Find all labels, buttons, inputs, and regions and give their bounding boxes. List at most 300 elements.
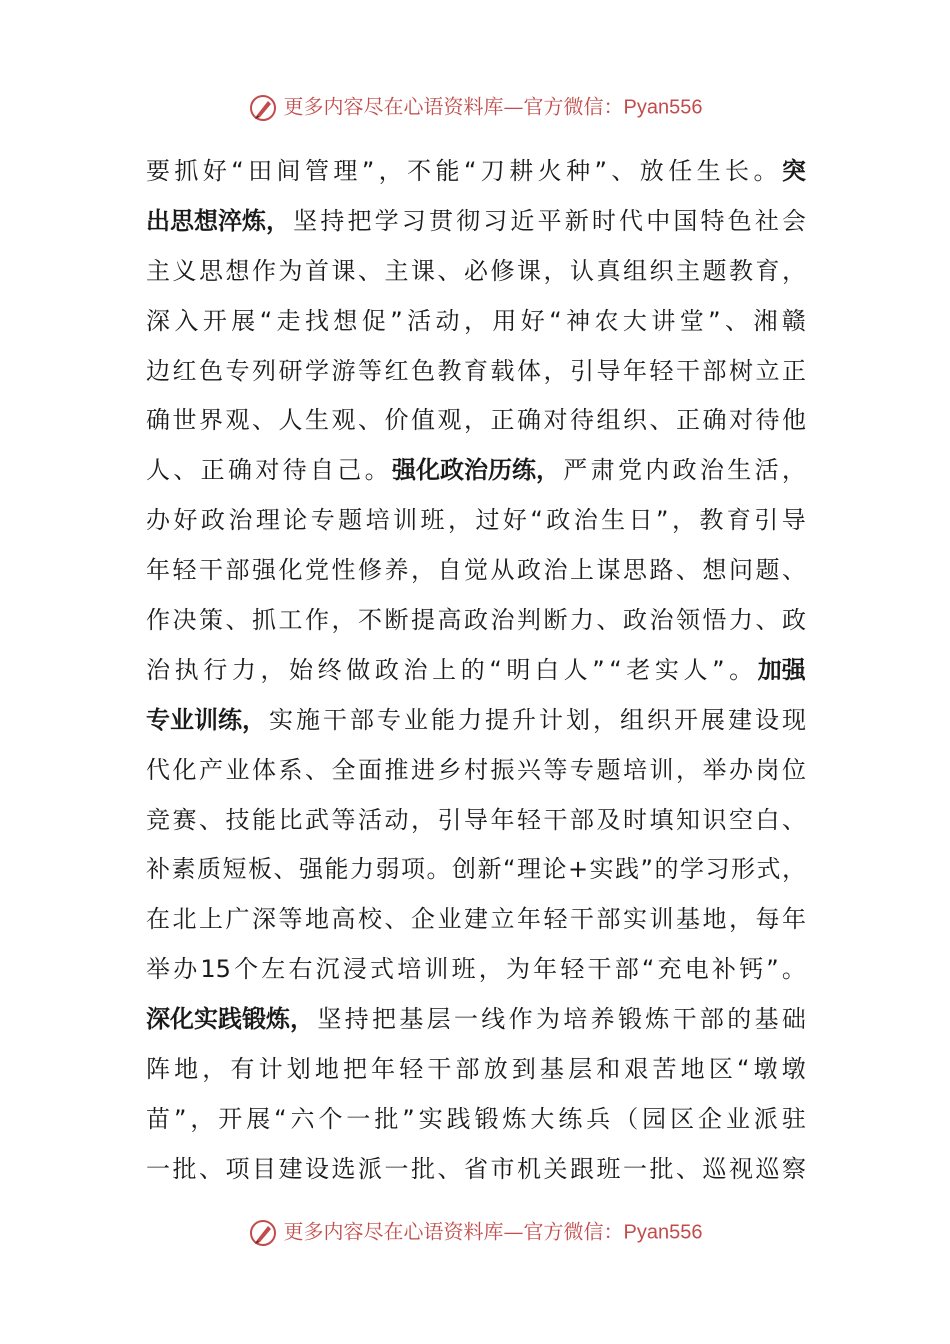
text-line <box>146 895 806 945</box>
text-glyph: ” <box>361 157 375 185</box>
text-glyph: 开 <box>202 306 227 335</box>
text-glyph: 年 <box>517 905 541 934</box>
text-glyph: 谋 <box>596 556 621 585</box>
text-glyph: 升 <box>512 705 536 734</box>
text-glyph: 把 <box>342 1055 367 1084</box>
text-glyph: 导 <box>781 506 806 535</box>
text-glyph: 兴 <box>517 755 541 784</box>
text-glyph: 活 <box>407 306 432 335</box>
text-glyph: 基 <box>539 1055 564 1084</box>
text-glyph: 练 <box>558 1104 583 1133</box>
text-glyph: 批 <box>649 1154 674 1183</box>
text-glyph: 业 <box>225 755 250 784</box>
text-glyph: ， <box>671 506 696 535</box>
text-glyph: 好 <box>520 306 545 335</box>
bold-heading: 强化政治历练， <box>391 456 560 485</box>
text-glyph: 炼 <box>502 1104 527 1133</box>
text-glyph: （ <box>614 1104 639 1133</box>
text-glyph: 面 <box>358 755 382 784</box>
text-glyph: 过 <box>475 506 500 535</box>
text-glyph: 乡 <box>437 755 462 784</box>
text-glyph: “ <box>489 655 502 684</box>
text-glyph: 赛 <box>172 805 197 834</box>
text-line <box>146 596 806 646</box>
text-glyph: 位 <box>782 755 806 784</box>
text-glyph: 批 <box>374 1104 399 1133</box>
text-glyph: 正 <box>200 456 225 485</box>
text-glyph: 。 <box>364 456 389 485</box>
text-glyph: 抓 <box>174 157 199 185</box>
text-glyph: 目 <box>252 1154 276 1183</box>
text-glyph: 断 <box>543 606 568 635</box>
text-glyph: 育 <box>755 256 780 285</box>
text-glyph: 干 <box>587 955 612 984</box>
text-glyph: 管 <box>304 157 329 185</box>
text-glyph: “ <box>463 157 477 185</box>
text-glyph: 严 <box>563 456 588 485</box>
bold-heading: 加强 <box>757 655 806 684</box>
text-glyph: 驻 <box>781 1104 806 1133</box>
text-glyph: 红 <box>172 356 197 385</box>
text-glyph: 老 <box>626 655 651 684</box>
text-glyph: 班 <box>596 1154 621 1183</box>
text-glyph: “ <box>736 1055 750 1084</box>
text-glyph: 年 <box>490 805 515 834</box>
text-glyph: 修 <box>358 556 382 585</box>
text-glyph: 体 <box>517 356 541 385</box>
text-glyph: 国 <box>673 206 698 235</box>
text-glyph: 新 <box>477 855 502 884</box>
text-line <box>146 197 806 247</box>
text-glyph: “ <box>641 955 655 984</box>
text-glyph: 训 <box>649 755 674 784</box>
text-line <box>146 796 806 846</box>
text-glyph: 实 <box>654 655 679 684</box>
text-line <box>146 1145 806 1195</box>
text-glyph: 作 <box>305 606 329 635</box>
text-glyph: 觉 <box>464 556 488 585</box>
text-glyph: 艰 <box>624 1055 649 1084</box>
text-glyph: 明 <box>506 655 531 684</box>
text-glyph: 理 <box>255 506 280 535</box>
text-glyph: 治 <box>490 606 515 635</box>
text-glyph: 赣 <box>781 306 806 335</box>
text-glyph: 代 <box>146 755 170 784</box>
text-glyph: 体 <box>252 755 276 784</box>
text-glyph: 部 <box>225 556 250 585</box>
text-glyph: 派 <box>358 1154 382 1183</box>
text-glyph: 、 <box>305 755 329 784</box>
text-glyph: 业 <box>404 705 428 734</box>
text-glyph: 现 <box>782 705 806 734</box>
text-glyph: 等 <box>358 356 382 385</box>
text-glyph: 认 <box>570 256 594 285</box>
text-glyph: 系 <box>278 755 303 784</box>
text-glyph: 锻 <box>617 1005 642 1034</box>
text-glyph: 的 <box>460 655 485 684</box>
text-glyph: 、 <box>358 256 382 285</box>
text-glyph: 特 <box>700 206 725 235</box>
text-glyph: 终 <box>317 655 342 684</box>
text-glyph: 力 <box>458 705 482 734</box>
text-glyph: 、 <box>755 606 780 635</box>
text-glyph: 组 <box>623 256 647 285</box>
text-glyph: 把 <box>371 1005 396 1034</box>
text-glyph: 业 <box>725 1104 750 1133</box>
text-glyph: 正 <box>676 406 700 435</box>
text-glyph: 等 <box>331 805 356 834</box>
text-glyph: 坚 <box>293 206 318 235</box>
text-glyph: 列 <box>252 356 276 385</box>
text-glyph: 判 <box>517 606 541 635</box>
text-glyph: “ <box>259 306 273 335</box>
text-glyph: 识 <box>702 805 727 834</box>
text-glyph: 义 <box>172 256 197 285</box>
text-glyph: 个 <box>318 1104 343 1133</box>
text-glyph: 上 <box>570 556 594 585</box>
text-glyph: 找 <box>304 306 329 335</box>
text-glyph: 地 <box>680 1055 705 1084</box>
text-glyph: 动 <box>384 805 409 834</box>
text-glyph: 人 <box>563 655 588 684</box>
text-glyph: 六 <box>290 1104 315 1133</box>
text-glyph: 观 <box>437 406 462 435</box>
text-glyph: 深 <box>252 905 276 934</box>
text-glyph: 选 <box>331 1154 356 1183</box>
text-glyph: 村 <box>464 755 488 784</box>
text-glyph: 色 <box>727 206 752 235</box>
text-glyph: 计 <box>258 1055 283 1084</box>
header-wechat-id: Pyan556 <box>623 96 703 119</box>
text-glyph: 强 <box>252 556 276 585</box>
text-glyph: 白 <box>534 655 559 684</box>
text-glyph: 观 <box>225 406 250 435</box>
text-glyph: 导 <box>596 356 621 385</box>
text-glyph: 弱 <box>375 855 400 884</box>
text-glyph: 展 <box>231 306 256 335</box>
header-text: 更多内容尽在心语资料库—官方微信： <box>283 94 624 119</box>
text-glyph: 技 <box>225 805 250 834</box>
text-glyph: 质 <box>197 855 221 884</box>
text-glyph: 、 <box>273 855 298 884</box>
text-glyph: 岗 <box>755 755 780 784</box>
text-glyph: 近 <box>510 206 535 235</box>
text-glyph: 举 <box>146 955 170 984</box>
text-glyph: 耕 <box>509 157 534 185</box>
text-glyph: 行 <box>203 655 228 684</box>
bold-heading: 深化实践锻炼， <box>146 1005 314 1034</box>
text-glyph: 为 <box>535 1005 560 1034</box>
text-glyph: 种 <box>566 157 591 185</box>
text-glyph: 确 <box>517 406 541 435</box>
text-glyph: 主 <box>384 256 409 285</box>
text-glyph: 肃 <box>590 456 615 485</box>
text-glyph: 治 <box>573 506 598 535</box>
text-glyph: 治 <box>699 456 724 485</box>
text-glyph: 、 <box>437 256 462 285</box>
text-glyph: 观 <box>331 406 356 435</box>
text-glyph: 训 <box>393 506 418 535</box>
text-glyph: 墩 <box>753 1055 778 1084</box>
text-glyph: ， <box>543 256 568 285</box>
text-glyph: 政 <box>200 506 225 535</box>
text-glyph: 巡 <box>755 1154 780 1183</box>
text-glyph: 专 <box>225 356 250 385</box>
text-glyph: 墩 <box>781 1055 806 1084</box>
text-glyph: 长 <box>725 157 750 185</box>
text-glyph: 值 <box>411 406 435 435</box>
text-glyph: 生 <box>305 406 329 435</box>
text-glyph: ， <box>593 705 617 734</box>
text-glyph: 划 <box>566 705 590 734</box>
text-glyph: 对 <box>543 406 568 435</box>
text-glyph: 办 <box>729 755 753 784</box>
text-glyph: 设 <box>755 705 779 734</box>
text-glyph: 兵 <box>586 1104 611 1133</box>
text-glyph: 正 <box>782 356 806 385</box>
text-glyph: 年 <box>146 556 170 585</box>
text-glyph: 党 <box>617 456 642 485</box>
text-glyph: 平 <box>537 206 562 235</box>
text-glyph: 高 <box>331 905 356 934</box>
text-glyph: 实 <box>269 705 293 734</box>
text-glyph: 组 <box>620 705 644 734</box>
text-glyph: 育 <box>726 506 751 535</box>
text-glyph: 有 <box>230 1055 255 1084</box>
text-glyph: 自 <box>437 556 462 585</box>
text-glyph: 正 <box>490 406 515 435</box>
text-glyph: 项 <box>225 1154 250 1183</box>
text-glyph: 、 <box>199 1154 223 1183</box>
text-glyph: 教 <box>437 356 462 385</box>
text-glyph: 立 <box>490 905 515 934</box>
text-glyph: 好 <box>502 506 527 535</box>
text-glyph: 课 <box>517 256 541 285</box>
text-glyph: 化 <box>172 755 197 784</box>
text-glyph: 基 <box>676 905 700 934</box>
text-glyph: 生 <box>601 506 626 535</box>
text-glyph: 养 <box>590 1005 615 1034</box>
text-glyph: 织 <box>647 705 671 734</box>
text-glyph: 上 <box>432 655 457 684</box>
text-glyph: 巡 <box>702 1154 727 1183</box>
text-glyph: 刀 <box>480 157 505 185</box>
text-glyph: 织 <box>623 406 647 435</box>
text-glyph: ， <box>411 805 435 834</box>
text-glyph: 讲 <box>651 306 676 335</box>
text-line <box>146 546 806 596</box>
text-glyph: 动 <box>435 306 460 335</box>
text-glyph: 能 <box>324 855 349 884</box>
text-line <box>146 1095 806 1145</box>
text-glyph: 全 <box>331 755 356 784</box>
text-glyph: 锻 <box>474 1104 499 1133</box>
text-glyph: 待 <box>282 456 307 485</box>
text-glyph: 知 <box>676 805 700 834</box>
text-glyph: 真 <box>596 256 621 285</box>
text-glyph: 、 <box>782 556 806 585</box>
text-glyph: 到 <box>511 1055 536 1084</box>
text-glyph: 农 <box>594 306 619 335</box>
text-glyph: 促 <box>361 306 386 335</box>
text-glyph: 式 <box>370 955 395 984</box>
text-glyph: 培 <box>623 755 647 784</box>
text-glyph: 办 <box>146 506 170 535</box>
text-glyph: 确 <box>702 406 727 435</box>
text-glyph: 彻 <box>456 206 481 235</box>
text-glyph: 性 <box>331 556 356 585</box>
text-glyph: 活 <box>754 456 779 485</box>
text-glyph: 培 <box>365 506 390 535</box>
text-glyph: 政 <box>517 556 541 585</box>
text-glyph: 创 <box>452 855 476 884</box>
text-glyph: 任 <box>668 157 693 185</box>
text-glyph: 跟 <box>570 1154 594 1183</box>
text-glyph: 部 <box>350 705 374 734</box>
text-glyph: 、 <box>676 1154 700 1183</box>
text-glyph: 新 <box>564 206 589 235</box>
text-glyph: 推 <box>384 755 409 784</box>
text-glyph: 划 <box>286 1055 311 1084</box>
text-line <box>146 496 806 546</box>
text-glyph: 一 <box>623 1154 647 1183</box>
text-glyph: 补 <box>711 955 736 984</box>
text-glyph: 论 <box>283 506 308 535</box>
text-glyph: 题 <box>755 556 780 585</box>
text-glyph: 入 <box>174 306 199 335</box>
text-glyph: ， <box>781 855 806 884</box>
text-glyph: 浸 <box>342 955 367 984</box>
text-glyph: 进 <box>411 755 435 784</box>
text-glyph: 察 <box>782 1154 806 1183</box>
text-glyph: 堂 <box>679 306 704 335</box>
text-glyph: 板 <box>248 855 272 884</box>
text-glyph: 间 <box>276 157 301 185</box>
text-glyph: 政 <box>374 655 399 684</box>
text-glyph: 引 <box>570 356 594 385</box>
text-glyph: 为 <box>505 955 530 984</box>
text-glyph: ， <box>447 506 472 535</box>
text-glyph: 地 <box>174 1055 199 1084</box>
text-glyph: 党 <box>305 556 329 585</box>
text-line <box>146 646 806 696</box>
text-line <box>146 396 806 446</box>
text-glyph: 从 <box>490 556 515 585</box>
text-glyph: 社 <box>754 206 779 235</box>
text-glyph: 织 <box>649 256 674 285</box>
text-glyph: 要 <box>146 157 170 185</box>
footer-text: 更多内容尽在心语资料库—官方微信： <box>283 1219 624 1244</box>
text-glyph: 必 <box>464 256 488 285</box>
text-glyph: 习 <box>401 206 426 235</box>
text-glyph: 培 <box>397 955 422 984</box>
text-glyph: 悟 <box>702 606 727 635</box>
text-glyph: 断 <box>384 606 409 635</box>
text-glyph: 形 <box>730 855 755 884</box>
text-glyph: 活 <box>358 805 382 834</box>
text-glyph: 阵 <box>146 1055 170 1084</box>
text-glyph: 等 <box>278 905 303 934</box>
text-glyph: 实 <box>623 905 647 934</box>
text-glyph: 、 <box>358 406 382 435</box>
text-glyph: 学 <box>679 855 704 884</box>
text-glyph: 理 <box>333 157 358 185</box>
text-line <box>146 845 806 895</box>
text-glyph: 色 <box>199 356 223 385</box>
text-glyph: 批 <box>172 1154 197 1183</box>
text-glyph: “ <box>503 855 516 884</box>
text-glyph: 施 <box>296 705 320 734</box>
text-glyph: 始 <box>289 655 314 684</box>
text-line <box>146 446 806 496</box>
text-glyph: 素 <box>171 855 196 884</box>
text-glyph: 市 <box>490 1154 515 1183</box>
text-glyph: 短 <box>222 855 247 884</box>
text-glyph: 省 <box>464 1154 488 1183</box>
text-glyph: 干 <box>672 1005 697 1034</box>
text-glyph: 园 <box>642 1104 667 1133</box>
text-glyph: 育 <box>464 356 488 385</box>
text-glyph: 竞 <box>146 805 170 834</box>
text-glyph: 设 <box>305 1154 329 1183</box>
text-glyph: 治 <box>403 655 428 684</box>
text-glyph: 班 <box>420 506 445 535</box>
text-glyph: 年 <box>371 1055 396 1084</box>
text-glyph: 持 <box>320 206 345 235</box>
text-line <box>146 746 806 796</box>
text-glyph: 工 <box>278 606 303 635</box>
text-glyph: 火 <box>537 157 562 185</box>
text-glyph: 想 <box>225 256 250 285</box>
text-glyph: 、 <box>225 606 250 635</box>
text-glyph: 世 <box>172 406 197 435</box>
text-glyph: 能 <box>431 705 455 734</box>
text-glyph: 问 <box>729 556 753 585</box>
text-glyph: ” <box>594 157 607 185</box>
text-glyph: 对 <box>729 406 753 435</box>
text-glyph: 比 <box>278 805 303 834</box>
text-glyph: 习 <box>705 855 730 884</box>
text-glyph: 机 <box>517 1154 541 1183</box>
text-glyph: 大 <box>530 1104 555 1133</box>
text-glyph: 好 <box>202 157 227 185</box>
text-glyph: 力 <box>350 855 374 884</box>
text-glyph: ， <box>676 755 700 784</box>
text-glyph: 践 <box>615 855 640 884</box>
text-glyph: 线 <box>481 1005 506 1034</box>
text-glyph: 研 <box>278 356 303 385</box>
text-glyph: 立 <box>755 356 780 385</box>
text-glyph: 派 <box>753 1104 778 1133</box>
text-glyph: 想 <box>702 556 727 585</box>
text-glyph: ， <box>331 606 356 635</box>
text-glyph: 一 <box>346 1104 371 1133</box>
text-glyph: 干 <box>427 1055 452 1084</box>
text-glyph: 批 <box>411 1154 435 1183</box>
text-glyph: 把 <box>347 206 372 235</box>
text-glyph: ， <box>202 1055 227 1084</box>
text-glyph: 红 <box>384 356 409 385</box>
text-glyph: 题 <box>702 256 727 285</box>
text-glyph: 引 <box>754 506 779 535</box>
text-glyph: 建 <box>278 1154 303 1183</box>
text-glyph: 确 <box>227 456 252 485</box>
text-glyph: 广 <box>225 905 250 934</box>
text-glyph: 专 <box>310 506 335 535</box>
text-glyph: 苦 <box>652 1055 677 1084</box>
text-glyph: 大 <box>622 306 647 335</box>
text-glyph: ， <box>781 456 806 485</box>
